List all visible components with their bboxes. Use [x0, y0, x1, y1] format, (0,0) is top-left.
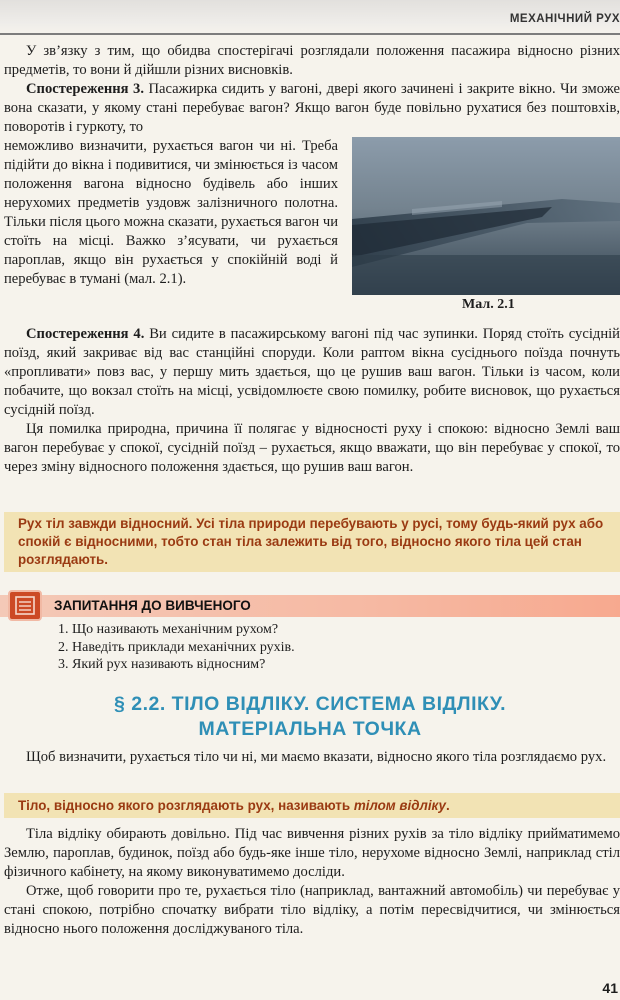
paragraph: У зв’язку з тим, що обидва спостерігачі розглядали положення пасажира відносно різних предметів, то вони й дійшли різних висновків.	[4, 43, 620, 78]
question-item: 2. Наведіть приклади механічних рухів.	[58, 639, 295, 655]
question-item: 1. Що називають механічним рухом?	[58, 622, 279, 637]
page-number: 41	[602, 980, 618, 996]
header-rule	[0, 33, 620, 35]
section-title-line-2: МАТЕРІАЛЬНА ТОЧКА	[198, 718, 422, 740]
text-block-top	[4, 42, 620, 137]
note-term: тілом відліку	[353, 798, 446, 813]
text-block-mid	[4, 325, 620, 477]
note-text: Тіло, відносно якого розглядають рух, називають	[18, 798, 354, 813]
text-block-section-intro	[4, 748, 620, 767]
paragraph: Щоб визначити, рухається тіло чи ні, ми маємо вказати, відносно якого тіла розглядаємо рух.	[26, 749, 607, 765]
note-end: .	[445, 798, 450, 813]
paragraph: Ця помилка природна, причина її полягає у відносності руху і спокою: відносно Землі ваш вагон перебуває у спокої, сусідній поїзд – рухається, якщо вважати, що він перебуває у спокої, то через зміну відносного положення здається, що рушив ваш вагон.	[4, 421, 620, 475]
text-block-wrap	[4, 137, 338, 289]
questions-icon	[8, 590, 42, 621]
paragraph	[4, 325, 620, 420]
paragraph: неможливо визначити, рухається вагон чи ні. Треба підійти до вікна і подивитися, чи змінюється із часом положення вагона відносно будівель або інших нерухомих предметів уздовж залізничного полотна. Тільки після цього можна сказати, рухається вагон чи стоїть на місці. Важко з’ясувати, чи рухається пароплав, якщо він рухається у спокійній воді й перебуває в тумані (мал. 2.1).	[4, 138, 338, 287]
paragraph	[4, 80, 620, 137]
paragraph-text: Пасажирка сидить у вагоні, двері якого зачинені і закрите вікно. Чи зможе вона сказати, у якому стані перебуває вагон? Якщо вагон буде повільно рухатися без поштовхів, поворотів і гуркоту, то	[4, 81, 620, 135]
steamship-fog-figure	[352, 137, 620, 295]
figure-caption: Мал. 2.1	[462, 297, 515, 312]
questions-title: ЗАПИТАННЯ ДО ВИВЧЕНОГО	[54, 598, 251, 613]
paragraph-text: Ви сидите в пасажирському вагоні під час зупинки. Поряд стоїть сусідній поїзд, який закриває від вас станційні споруди. Коли раптом вікна сусіднього поїзда почнуть «пропливати» повз вас, у першу мить здається, що це рушив ваш вагон. Тільки із часом, коли побачите, що вокзал стоїть на місці, усвідомлюєте свою помилку, робите висновок, що рухається сусідній поїзд.	[4, 326, 620, 418]
questions-list	[58, 621, 295, 674]
term-observation-4: Спостереження 4.	[26, 326, 145, 342]
running-head: МЕХАНІЧНИЙ РУХ	[509, 13, 620, 25]
text-block-bottom	[4, 825, 620, 939]
question-item: 3. Який рух називають відносним?	[58, 657, 266, 672]
steamship-illustration	[352, 137, 620, 295]
term-observation-3: Спостереження 3.	[26, 81, 144, 97]
paragraph: Тіла відліку обирають довільно. Під час вивчення різних рухів за тіло відліку прийматимемо Землю, пароплав, будинок, поїзд або будь-яке інше тіло, нерухоме відносно Землі, наприклад стіл фізичного кабінету, на якому виконуватимемо досліди.	[4, 826, 620, 880]
section-title-line-1: § 2.2. ТІЛО ВІДЛІКУ. СИСТЕМА ВІДЛІКУ.	[113, 693, 507, 715]
highlight-note-relative-motion: Рух тіл завжди відносний. Усі тіла природи перебувають у русі, тому будь-який рух або спокій є відносними, тобто стан тіла залежить від того, відносно якого тіла цей стан розглядають.	[4, 512, 620, 572]
paragraph: Отже, щоб говорити про те, рухається тіло (наприклад, вантажний автомобіль) чи перебуває у стані спокою, потрібно спочатку вибрати тіло відліку, а потім пересвідчитися, чи змінюється відносно нього положення досліджуваного тіла.	[4, 883, 620, 937]
highlight-note-reference-body	[4, 793, 620, 818]
